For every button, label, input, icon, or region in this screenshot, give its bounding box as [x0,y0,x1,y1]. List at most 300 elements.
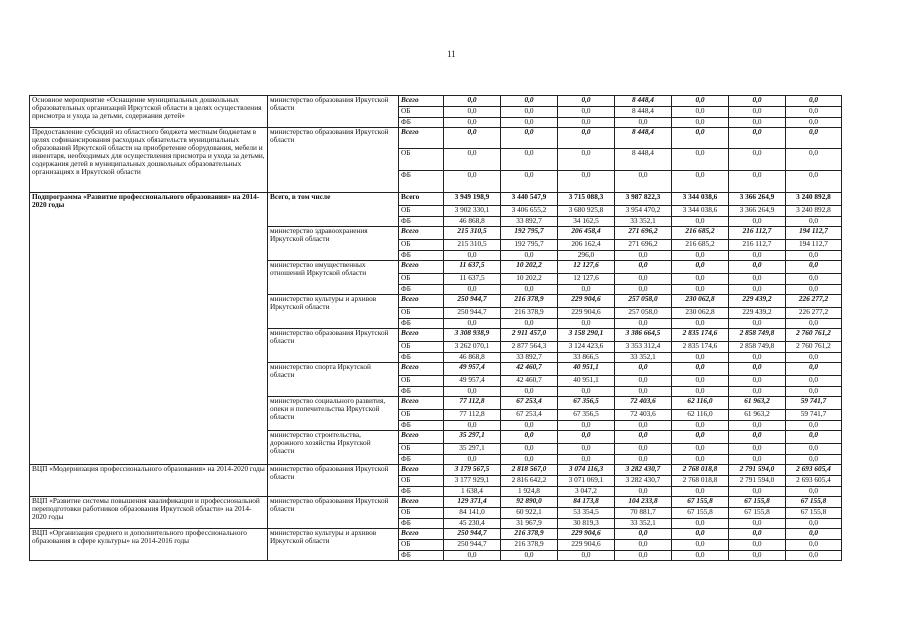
funding-source: ФБ [399,251,444,261]
responsible-agency: министерство образования Иркутской области [268,497,399,529]
amount-cell: 0,0 [786,149,842,171]
amount-cell: 0,0 [558,431,615,444]
funding-source: ФБ [399,421,444,431]
funding-source: ФБ [399,519,444,529]
amount-cell: 0,0 [672,118,729,128]
responsible-agency: министерство имущественных отношений Иркутской области [268,261,399,295]
amount-cell: 2 911 457,0 [501,329,558,342]
funding-source: ОБ [399,342,444,353]
amount-cell: 216 112,7 [729,227,786,240]
amount-cell: 0,0 [672,387,729,397]
amount-cell: 216 378,9 [501,295,558,308]
responsible-agency: министерство образования Иркутской области [268,465,399,497]
amount-cell: 0,0 [672,217,729,227]
amount-cell: 35 297,1 [444,444,501,455]
amount-cell: 3 158 290,1 [558,329,615,342]
amount-cell: 0,0 [558,551,615,561]
amount-cell: 3 902 330,1 [444,206,501,217]
amount-cell: 12 127,6 [558,274,615,285]
responsible-agency: министерство культуры и архивов Иркутской области [268,295,399,329]
amount-cell: 0,0 [444,107,501,118]
amount-cell: 2 768 018,8 [672,465,729,476]
amount-cell: 0,0 [615,455,672,465]
amount-cell: 72 403,6 [615,397,672,410]
amount-cell: 0,0 [672,540,729,551]
amount-cell: 49 957,4 [444,376,501,387]
amount-cell: 0,0 [672,96,729,107]
amount-cell: 0,0 [729,421,786,431]
amount-cell: 42 460,7 [501,376,558,387]
amount-cell: 0,0 [729,96,786,107]
amount-cell: 92 890,0 [501,497,558,508]
amount-cell: 230 062,8 [672,308,729,319]
amount-cell: 229 904,6 [558,540,615,551]
amount-cell: 250 944,7 [444,540,501,551]
amount-cell: 0,0 [786,319,842,329]
funding-source: ОБ [399,274,444,285]
amount-cell: 2 768 018,8 [672,476,729,487]
responsible-agency: министерство социального развития, опеки и попечительства Иркутской области [268,397,399,431]
amount-cell: 0,0 [786,363,842,376]
amount-cell: 3 949 198,9 [444,193,501,206]
funding-source: Всего [399,96,444,107]
funding-source: ОБ [399,206,444,217]
funding-source: Всего [399,329,444,342]
funding-source: ФБ [399,285,444,295]
responsible-agency: министерство образования Иркутской области [268,128,399,193]
amount-cell: 0,0 [786,431,842,444]
amount-cell: 33 352,1 [615,217,672,227]
amount-cell: 0,0 [672,128,729,149]
funding-source: ОБ [399,149,444,171]
amount-cell: 216 685,2 [672,240,729,251]
amount-cell: 257 058,0 [615,308,672,319]
amount-cell: 0,0 [729,274,786,285]
amount-cell: 61 963,2 [729,410,786,421]
amount-cell: 8 448,4 [615,107,672,118]
table-row [30,529,842,540]
funding-source: Всего [399,363,444,376]
amount-cell: 11 637,5 [444,261,501,274]
amount-cell: 0,0 [672,171,729,193]
amount-cell: 226 277,2 [786,295,842,308]
table-row [30,96,842,107]
amount-cell: 67 155,8 [672,497,729,508]
amount-cell: 0,0 [615,376,672,387]
amount-cell: 0,0 [672,363,729,376]
funding-source: Всего [399,227,444,240]
amount-cell: 0,0 [501,96,558,107]
amount-cell: 2 760 761,2 [786,329,842,342]
amount-cell: 12 127,6 [558,261,615,274]
budget-table [29,95,842,561]
amount-cell: 0,0 [501,128,558,149]
amount-cell: 67 253,4 [501,397,558,410]
amount-cell: 33 352,1 [615,353,672,363]
amount-cell: 67 155,8 [672,508,729,519]
amount-cell: 0,0 [729,319,786,329]
amount-cell: 1 924,8 [501,487,558,497]
amount-cell: 77 112,8 [444,397,501,410]
amount-cell: 0,0 [558,421,615,431]
amount-cell: 46 868,8 [444,217,501,227]
amount-cell: 0,0 [444,149,501,171]
amount-cell: 3 366 264,9 [729,193,786,206]
amount-cell: 0,0 [786,171,842,193]
amount-cell: 3 282 430,7 [615,465,672,476]
amount-cell: 0,0 [729,217,786,227]
amount-cell: 216 378,9 [501,529,558,540]
amount-cell: 0,0 [444,285,501,295]
amount-cell: 0,0 [672,319,729,329]
program-name: Подпрограмма «Развитие профессионального образования» на 2014-2020 годы [30,193,268,465]
amount-cell: 8 448,4 [615,96,672,107]
amount-cell: 0,0 [615,274,672,285]
amount-cell: 0,0 [558,387,615,397]
page-number: 11 [447,49,456,59]
amount-cell: 0,0 [558,319,615,329]
amount-cell: 271 696,2 [615,240,672,251]
funding-source: ОБ [399,376,444,387]
amount-cell: 3 262 070,1 [444,342,501,353]
amount-cell: 215 310,5 [444,227,501,240]
amount-cell: 230 062,8 [672,295,729,308]
amount-cell: 296,0 [558,251,615,261]
amount-cell: 3 344 038,6 [672,193,729,206]
amount-cell: 10 202,2 [501,274,558,285]
amount-cell: 72 403,6 [615,410,672,421]
amount-cell: 0,0 [672,529,729,540]
amount-cell: 216 685,2 [672,227,729,240]
amount-cell: 59 741,7 [786,397,842,410]
amount-cell: 0,0 [786,251,842,261]
amount-cell: 0,0 [615,487,672,497]
amount-cell: 2 693 605,4 [786,465,842,476]
amount-cell: 2 791 594,0 [729,476,786,487]
funding-source: Всего [399,261,444,274]
amount-cell: 46 868,8 [444,353,501,363]
amount-cell: 3 386 664,5 [615,329,672,342]
amount-cell: 0,0 [615,551,672,561]
responsible-agency: министерство здравоохранения Иркутской области [268,227,399,261]
funding-source: ОБ [399,476,444,487]
amount-cell: 0,0 [672,519,729,529]
amount-cell: 2 760 761,2 [786,342,842,353]
amount-cell: 0,0 [672,421,729,431]
amount-cell: 60 922,1 [501,508,558,519]
amount-cell: 84 141,0 [444,508,501,519]
amount-cell: 0,0 [558,128,615,149]
responsible-agency: министерство культуры и архивов Иркутской области [268,529,399,561]
amount-cell: 0,0 [444,96,501,107]
amount-cell: 0,0 [501,455,558,465]
amount-cell: 0,0 [729,519,786,529]
program-name: ВЦП «Организация среднего и дополнительного профессионального образования в сфере культуры» на 2014-2016 годы [30,529,268,561]
amount-cell: 0,0 [615,529,672,540]
amount-cell: 0,0 [786,353,842,363]
funding-source: Всего [399,295,444,308]
amount-cell: 271 696,2 [615,227,672,240]
amount-cell: 0,0 [672,353,729,363]
amount-cell: 0,0 [558,171,615,193]
amount-cell: 0,0 [615,421,672,431]
amount-cell: 1 638,4 [444,487,501,497]
amount-cell: 0,0 [729,540,786,551]
amount-cell: 3 282 430,7 [615,476,672,487]
amount-cell: 3 240 892,8 [786,206,842,217]
amount-cell: 67 155,8 [729,508,786,519]
funding-source: ОБ [399,308,444,319]
amount-cell: 70 881,7 [615,508,672,519]
amount-cell: 192 795,7 [501,227,558,240]
amount-cell: 3 179 567,5 [444,465,501,476]
amount-cell: 34 162,5 [558,217,615,227]
amount-cell: 0,0 [786,217,842,227]
funding-source: ФБ [399,455,444,465]
amount-cell: 0,0 [672,455,729,465]
program-name: Основное мероприятие «Оснащение муниципальных дошкольных образовательных организаций Иркутской области в целях осуществления присмотра и ухода за детьми, содержания детей» [30,96,268,128]
amount-cell: 0,0 [558,444,615,455]
amount-cell: 0,0 [615,118,672,128]
amount-cell: 257 058,0 [615,295,672,308]
amount-cell: 3 680 925,8 [558,206,615,217]
amount-cell: 0,0 [786,487,842,497]
amount-cell: 62 116,0 [672,410,729,421]
funding-source: ФБ [399,387,444,397]
budget-table-body [30,96,842,561]
amount-cell: 33 892,7 [501,217,558,227]
amount-cell: 3 344 038,6 [672,206,729,217]
amount-cell: 10 202,2 [501,261,558,274]
amount-cell: 62 116,0 [672,397,729,410]
amount-cell: 229 904,6 [558,529,615,540]
amount-cell: 67 253,4 [501,410,558,421]
amount-cell: 0,0 [729,118,786,128]
amount-cell: 0,0 [444,251,501,261]
responsible-agency: министерство образования Иркутской области [268,96,399,128]
amount-cell: 129 371,4 [444,497,501,508]
amount-cell: 0,0 [786,455,842,465]
amount-cell: 229 439,2 [729,308,786,319]
amount-cell: 250 944,7 [444,529,501,540]
amount-cell: 0,0 [615,251,672,261]
amount-cell: 2 858 749,8 [729,329,786,342]
amount-cell: 250 944,7 [444,295,501,308]
amount-cell: 0,0 [672,444,729,455]
amount-cell: 67 155,8 [729,497,786,508]
amount-cell: 0,0 [729,444,786,455]
amount-cell: 33 866,5 [558,353,615,363]
responsible-agency: министерство спорта Иркутской области [268,363,399,397]
responsible-agency: министерство строительства, дорожного хозяйства Иркутской области [268,431,399,465]
amount-cell: 0,0 [501,431,558,444]
amount-cell: 216 112,7 [729,240,786,251]
amount-cell: 0,0 [786,274,842,285]
amount-cell: 0,0 [729,387,786,397]
amount-cell: 250 944,7 [444,308,501,319]
amount-cell: 0,0 [444,128,501,149]
amount-cell: 0,0 [615,285,672,295]
amount-cell: 0,0 [501,444,558,455]
amount-cell: 2 877 564,3 [501,342,558,353]
amount-cell: 3 240 892,8 [786,193,842,206]
amount-cell: 33 892,7 [501,353,558,363]
amount-cell: 2 835 174,6 [672,329,729,342]
amount-cell: 0,0 [615,431,672,444]
amount-cell: 0,0 [444,551,501,561]
amount-cell: 216 378,9 [501,308,558,319]
amount-cell: 59 741,7 [786,410,842,421]
amount-cell: 33 352,1 [615,519,672,529]
amount-cell: 0,0 [444,421,501,431]
amount-cell: 42 460,7 [501,363,558,376]
table-row [30,128,842,149]
amount-cell: 0,0 [558,107,615,118]
amount-cell: 0,0 [729,487,786,497]
amount-cell: 0,0 [729,171,786,193]
amount-cell: 0,0 [501,551,558,561]
amount-cell: 0,0 [615,319,672,329]
amount-cell: 40 951,1 [558,376,615,387]
amount-cell: 2 816 642,2 [501,476,558,487]
amount-cell: 3 715 088,3 [558,193,615,206]
amount-cell: 206 458,4 [558,227,615,240]
amount-cell: 0,0 [501,107,558,118]
amount-cell: 45 230,4 [444,519,501,529]
amount-cell: 0,0 [672,431,729,444]
amount-cell: 2 818 567,0 [501,465,558,476]
amount-cell: 67 155,8 [786,508,842,519]
funding-source: Всего [399,128,444,149]
amount-cell: 3 071 069,1 [558,476,615,487]
amount-cell: 192 795,7 [501,240,558,251]
table-row [30,497,842,508]
amount-cell: 30 819,3 [558,519,615,529]
amount-cell: 0,0 [501,285,558,295]
amount-cell: 3 308 938,9 [444,329,501,342]
amount-cell: 0,0 [786,444,842,455]
amount-cell: 0,0 [615,171,672,193]
amount-cell: 0,0 [672,551,729,561]
amount-cell: 0,0 [786,261,842,274]
funding-source: ОБ [399,540,444,551]
amount-cell: 0,0 [615,387,672,397]
funding-source: Всего [399,431,444,444]
amount-cell: 0,0 [501,251,558,261]
funding-source: ОБ [399,444,444,455]
amount-cell: 0,0 [558,455,615,465]
amount-cell: 35 297,1 [444,431,501,444]
amount-cell: 0,0 [729,285,786,295]
amount-cell: 2 835 174,6 [672,342,729,353]
amount-cell: 226 277,2 [786,308,842,319]
amount-cell: 229 439,2 [729,295,786,308]
amount-cell: 0,0 [444,171,501,193]
amount-cell: 0,0 [729,363,786,376]
amount-cell: 61 963,2 [729,397,786,410]
amount-cell: 0,0 [786,96,842,107]
amount-cell: 0,0 [672,285,729,295]
amount-cell: 0,0 [444,319,501,329]
amount-cell: 0,0 [786,128,842,149]
amount-cell: 0,0 [672,107,729,118]
funding-source: ФБ [399,319,444,329]
amount-cell: 215 310,5 [444,240,501,251]
amount-cell: 31 967,9 [501,519,558,529]
amount-cell: 0,0 [501,387,558,397]
funding-source: ОБ [399,410,444,421]
funding-source: ОБ [399,240,444,251]
amount-cell: 77 112,8 [444,410,501,421]
amount-cell: 0,0 [501,421,558,431]
amount-cell: 0,0 [786,376,842,387]
funding-source: ФБ [399,217,444,227]
amount-cell: 0,0 [729,431,786,444]
amount-cell: 0,0 [672,261,729,274]
amount-cell: 0,0 [729,128,786,149]
amount-cell: 0,0 [615,261,672,274]
amount-cell: 206 162,4 [558,240,615,251]
amount-cell: 0,0 [729,455,786,465]
amount-cell: 3 987 822,3 [615,193,672,206]
funding-source: ФБ [399,171,444,193]
responsible-agency: Всего, в том числе [268,193,399,227]
amount-cell: 3 177 929,1 [444,476,501,487]
funding-source: ФБ [399,118,444,128]
responsible-agency: министерство образования Иркутской области [268,329,399,363]
funding-source: ФБ [399,487,444,497]
amount-cell: 3 440 547,9 [501,193,558,206]
amount-cell: 0,0 [444,455,501,465]
amount-cell: 3 954 470,2 [615,206,672,217]
amount-cell: 53 354,5 [558,508,615,519]
amount-cell: 216 378,9 [501,540,558,551]
amount-cell: 0,0 [729,149,786,171]
amount-cell: 0,0 [615,363,672,376]
amount-cell: 0,0 [786,421,842,431]
program-name: ВЦП «Развитие системы повышения квалификации и профессиональной переподготовки работников образования Иркутской области» на 2014-2020 годы [30,497,268,529]
amount-cell: 2 858 749,8 [729,342,786,353]
funding-source: ФБ [399,551,444,561]
amount-cell: 0,0 [786,529,842,540]
funding-source: ОБ [399,107,444,118]
amount-cell: 229 904,6 [558,308,615,319]
amount-cell: 104 233,8 [615,497,672,508]
amount-cell: 0,0 [672,251,729,261]
amount-cell: 0,0 [786,118,842,128]
amount-cell: 0,0 [729,107,786,118]
amount-cell: 3 366 264,9 [729,206,786,217]
amount-cell: 0,0 [729,551,786,561]
amount-cell: 0,0 [558,96,615,107]
amount-cell: 3 406 655,2 [501,206,558,217]
amount-cell: 67 356,5 [558,397,615,410]
amount-cell: 2 693 605,4 [786,476,842,487]
amount-cell: 194 112,7 [786,227,842,240]
amount-cell: 0,0 [615,444,672,455]
funding-source: Всего [399,497,444,508]
amount-cell: 0,0 [501,118,558,128]
amount-cell: 0,0 [729,251,786,261]
amount-cell: 8 448,4 [615,149,672,171]
funding-source: Всего [399,465,444,476]
amount-cell: 3 074 116,3 [558,465,615,476]
table-row [30,465,842,476]
funding-source: ФБ [399,353,444,363]
amount-cell: 0,0 [672,149,729,171]
amount-cell: 8 448,4 [615,128,672,149]
amount-cell: 84 173,8 [558,497,615,508]
